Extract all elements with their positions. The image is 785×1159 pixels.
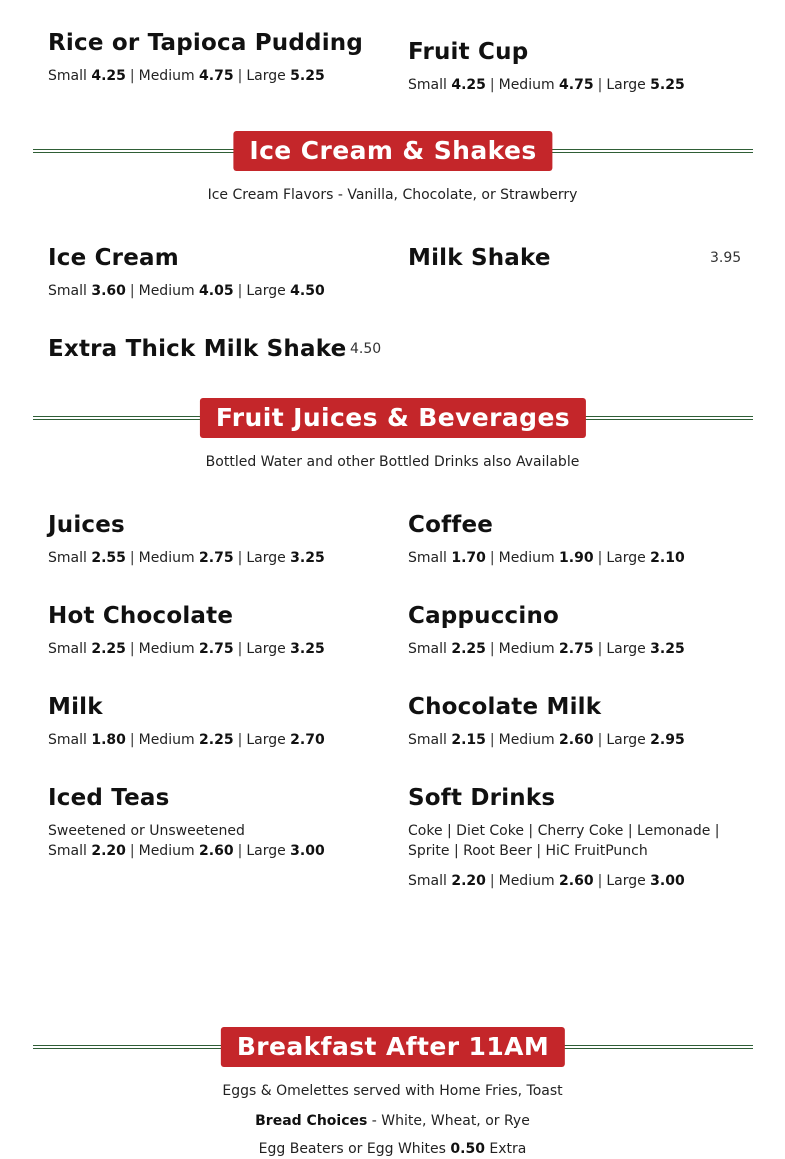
- separator: |: [237, 68, 243, 84]
- separator: |: [237, 843, 243, 859]
- price-large: 5.25: [650, 77, 685, 93]
- egg-whites-text: Egg Beaters or Egg Whites: [258, 1141, 451, 1157]
- size-label: Large: [606, 641, 646, 657]
- price-medium: 4.75: [199, 68, 234, 84]
- size-label: Medium: [498, 873, 555, 889]
- price-medium: 1.90: [559, 550, 594, 566]
- price-medium: 2.60: [199, 843, 234, 859]
- price-extra-thick-milk-shake: 4.50: [350, 341, 382, 357]
- size-label: Large: [246, 732, 286, 748]
- price-medium: 2.75: [199, 641, 234, 657]
- size-label: Large: [246, 283, 286, 299]
- price-medium: 2.75: [559, 641, 594, 657]
- size-label: Large: [246, 843, 286, 859]
- price-small: 4.25: [91, 68, 126, 84]
- size-label: Small: [408, 550, 447, 566]
- separator: |: [129, 641, 135, 657]
- size-label: Large: [246, 68, 286, 84]
- price-small: 1.70: [451, 550, 486, 566]
- egg-whites-suffix: Extra: [484, 1141, 527, 1157]
- sizes-cappuccino: [408, 639, 685, 659]
- bread-choices-text: - White, Wheat, or Rye: [367, 1113, 530, 1129]
- item-name-ice-cream: Ice Cream: [48, 245, 179, 271]
- size-label: Medium: [138, 843, 195, 859]
- price-large: 3.25: [650, 641, 685, 657]
- size-label: Small: [408, 77, 447, 93]
- sizes-fruit-cup: [408, 75, 685, 95]
- price-large: 2.70: [290, 732, 325, 748]
- size-label: Large: [606, 873, 646, 889]
- price-medium: 2.25: [199, 732, 234, 748]
- separator: |: [489, 732, 495, 748]
- sizes-milk: [48, 730, 325, 750]
- price-small: 2.20: [91, 843, 126, 859]
- item-name-milk: Milk: [48, 694, 103, 720]
- price-medium: 2.60: [559, 732, 594, 748]
- size-label: Small: [408, 732, 447, 748]
- separator: |: [129, 732, 135, 748]
- size-label: Large: [606, 550, 646, 566]
- item-name-milk-shake: Milk Shake: [408, 245, 551, 271]
- size-label: Small: [48, 550, 87, 566]
- item-name-iced-teas: Iced Teas: [48, 785, 170, 811]
- item-name-juices: Juices: [48, 512, 125, 538]
- description-iced-teas: Sweetened or Unsweetened: [48, 823, 245, 839]
- price-large: 4.50: [290, 283, 325, 299]
- item-name-chocolate-milk: Chocolate Milk: [408, 694, 602, 720]
- size-label: Medium: [138, 641, 195, 657]
- separator: |: [489, 77, 495, 93]
- separator: |: [129, 283, 135, 299]
- separator: |: [237, 641, 243, 657]
- size-label: Large: [246, 550, 286, 566]
- size-label: Medium: [138, 283, 195, 299]
- sizes-soft-drinks: [408, 871, 685, 891]
- separator: |: [129, 550, 135, 566]
- item-name-cappuccino: Cappuccino: [408, 603, 560, 629]
- section-header-ice-cream: [33, 131, 753, 171]
- size-label: Small: [408, 641, 447, 657]
- sizes-iced-teas: [48, 841, 325, 861]
- sizes-hot-chocolate: [48, 639, 325, 659]
- ice-cream-flavors-note: Ice Cream Flavors - Vanilla, Chocolate, or Strawberry: [207, 187, 578, 203]
- separator: |: [597, 77, 603, 93]
- size-label: Small: [48, 641, 87, 657]
- separator: |: [597, 873, 603, 889]
- price-small: 2.55: [91, 550, 126, 566]
- price-large: 2.95: [650, 732, 685, 748]
- item-name-fruit-cup: Fruit Cup: [408, 39, 529, 65]
- item-name-hot-chocolate: Hot Chocolate: [48, 603, 234, 629]
- separator: |: [597, 732, 603, 748]
- item-name-soft-drinks: Soft Drinks: [408, 785, 556, 811]
- separator: |: [129, 68, 135, 84]
- price-milk-shake: 3.95: [710, 250, 742, 266]
- size-label: Medium: [498, 77, 555, 93]
- price-small: 1.80: [91, 732, 126, 748]
- size-label: Small: [48, 843, 87, 859]
- separator: |: [129, 843, 135, 859]
- egg-whites-note: [0, 1139, 785, 1159]
- bread-choices-label: Bread Choices: [255, 1113, 368, 1129]
- description-soft-drinks: Coke | Diet Coke | Cherry Coke | Lemonade | Sprite | Root Beer | HiC FruitPunch: [408, 823, 720, 859]
- section-title-beverages: Fruit Juices & Beverages: [200, 398, 586, 438]
- section-header-breakfast: [33, 1027, 753, 1067]
- price-medium: 4.05: [199, 283, 234, 299]
- price-small: 2.20: [451, 873, 486, 889]
- size-label: Medium: [498, 641, 555, 657]
- bottled-drinks-note: Bottled Water and other Bottled Drinks also Available: [205, 454, 580, 470]
- section-header-beverages: [33, 398, 753, 438]
- price-small: 2.25: [451, 641, 486, 657]
- size-label: Small: [48, 732, 87, 748]
- price-large: 3.00: [290, 843, 325, 859]
- sizes-rice-pudding: [48, 66, 325, 86]
- price-large: 5.25: [290, 68, 325, 84]
- item-name-extra-thick-milk-shake: Extra Thick Milk Shake: [48, 336, 347, 362]
- sizes-ice-cream: [48, 281, 325, 301]
- price-small: 2.25: [91, 641, 126, 657]
- item-name-coffee: Coffee: [408, 512, 494, 538]
- price-medium: 4.75: [559, 77, 594, 93]
- size-label: Small: [48, 68, 87, 84]
- size-label: Medium: [138, 550, 195, 566]
- price-large: 3.00: [650, 873, 685, 889]
- sizes-chocolate-milk: [408, 730, 685, 750]
- price-large: 2.10: [650, 550, 685, 566]
- price-medium: 2.60: [559, 873, 594, 889]
- separator: |: [237, 283, 243, 299]
- section-title-breakfast: Breakfast After 11AM: [221, 1027, 565, 1067]
- size-label: Medium: [138, 68, 195, 84]
- size-label: Large: [606, 732, 646, 748]
- size-label: Medium: [498, 732, 555, 748]
- price-medium: 2.75: [199, 550, 234, 566]
- separator: |: [597, 641, 603, 657]
- separator: |: [489, 873, 495, 889]
- price-small: 4.25: [451, 77, 486, 93]
- section-title-ice-cream: Ice Cream & Shakes: [233, 131, 552, 171]
- size-label: Medium: [138, 732, 195, 748]
- size-label: Small: [408, 873, 447, 889]
- size-label: Large: [246, 641, 286, 657]
- size-label: Small: [48, 283, 87, 299]
- egg-whites-price: 0.50: [450, 1141, 485, 1157]
- separator: |: [489, 550, 495, 566]
- separator: |: [489, 641, 495, 657]
- sizes-juices: [48, 548, 325, 568]
- price-small: 2.15: [451, 732, 486, 748]
- size-label: Medium: [498, 550, 555, 566]
- separator: |: [237, 550, 243, 566]
- size-label: Large: [606, 77, 646, 93]
- sizes-coffee: [408, 548, 685, 568]
- separator: |: [597, 550, 603, 566]
- price-large: 3.25: [290, 550, 325, 566]
- breakfast-served-with-note: Eggs & Omelettes served with Home Fries, Toast: [222, 1083, 563, 1099]
- price-large: 3.25: [290, 641, 325, 657]
- separator: |: [237, 732, 243, 748]
- price-small: 3.60: [91, 283, 126, 299]
- bread-choices-note: [0, 1111, 785, 1131]
- item-name-rice-pudding: Rice or Tapioca Pudding: [48, 30, 364, 56]
